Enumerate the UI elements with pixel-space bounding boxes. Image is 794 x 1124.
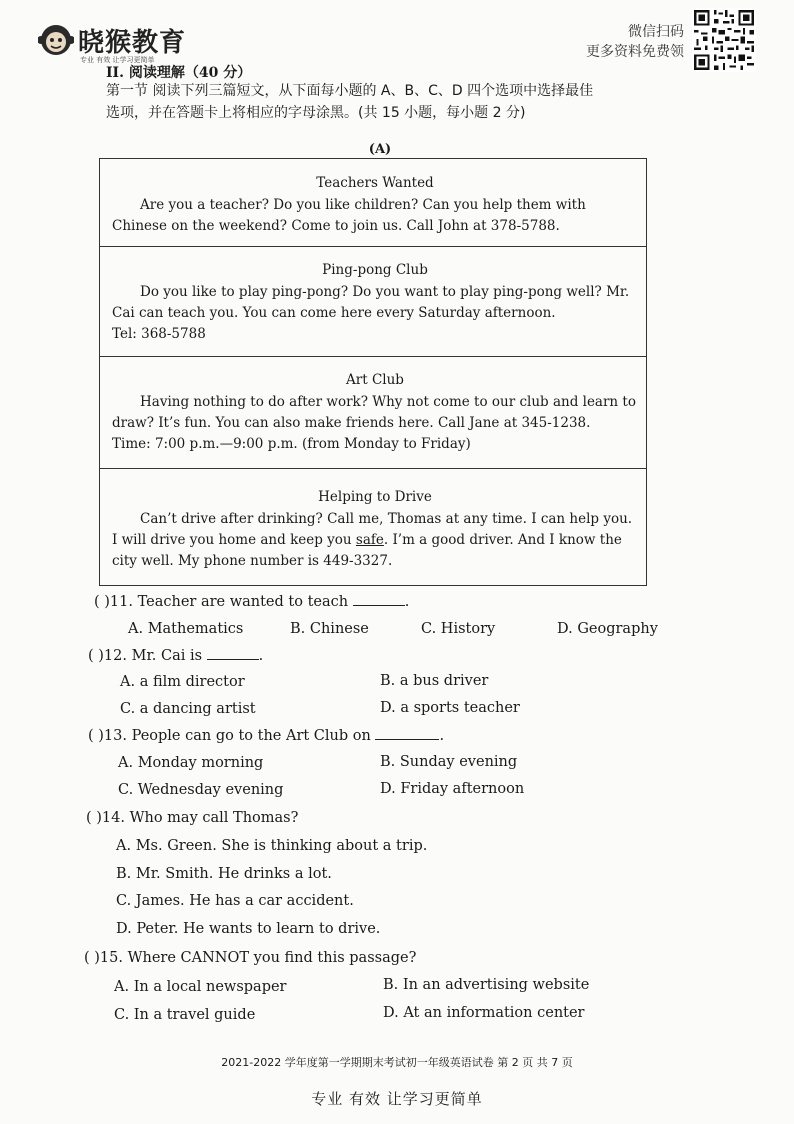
underlined-word: safe [355,532,384,548]
q13-option-c: C. Wednesday evening [118,782,284,798]
brand-tagline: 专业 有效 让学习更简单 [80,56,155,64]
q13-option-b: B. Sunday evening [380,754,518,770]
ad-text: city well. My phone number is 449-3327. [112,553,393,569]
question-15: ( )15. Where CANNOT you find this passage? [84,950,417,966]
q12-option-d: D. a sports teacher [380,700,520,716]
ad-art-club [100,357,646,469]
ad-text: I will drive you home and keep you safe. I’m a good driver. And I know the [112,532,622,548]
q11-option-c: C. History [421,621,496,637]
instruction-line-1: 第一节 阅读下列三篇短文，从下面每小题的 A、B、C、D 四个选项中选择最佳 [106,83,594,99]
ad-helping-to-drive [100,469,646,585]
scan-line-2: 更多资料免费领 [586,44,684,60]
ad-text: Can’t drive after drinking? Call me, Thomas at any time. I can help you. [140,511,633,527]
ad-text: Do you like to play ping-pong? Do you want to play ping-pong well? Mr. [140,284,630,300]
q14-option-d: D. Peter. He wants to learn to drive. [116,921,381,937]
question-12: ( )12. Mr. Cai is . [88,648,264,664]
q11-option-d: D. Geography [557,621,658,637]
ad-teachers-wanted [100,159,646,247]
answer-blank [353,604,405,606]
answer-blank [207,658,259,660]
ad-text: Are you a teacher? Do you like children? Can you help them with [140,197,586,213]
q13-option-a: A. Monday morning [118,755,264,771]
q12-option-c: C. a dancing artist [120,701,256,717]
ad-title: Helping to Drive [318,489,432,505]
q11-option-a: A. Mathematics [128,621,244,637]
ad-title: Ping-pong Club [322,262,428,278]
ad-text: Having nothing to do after work? Why not come to our club and learn to [140,394,636,410]
q13-option-d: D. Friday afternoon [380,781,525,797]
ad-text: Cai can teach you. You can come here every Saturday afternoon. [112,305,556,321]
q15-option-a: A. In a local newspaper [114,979,287,995]
monkey-mascot-icon [38,22,74,60]
ad-text: draw? It’s fun. You can also make friends here. Call Jane at 345-1238. [112,415,591,431]
q15-option-b: B. In an advertising website [383,977,590,993]
ad-title: Teachers Wanted [316,175,434,191]
brand-name: 晓猴教育 [78,28,187,58]
ads-table [99,158,647,586]
scan-prompt [572,22,684,62]
ad-text: Chinese on the weekend? Come to join us. Call John at 378-5788. [112,218,560,234]
question-13: ( )13. People can go to the Art Club on . [88,728,445,744]
scan-line-1: 微信扫码 [628,24,684,40]
brand-logo [38,22,198,64]
question-11: ( )11. Teacher are wanted to teach . [94,594,410,610]
ad-ping-pong-club [100,247,646,357]
instruction-line-2: 选项，并在答题卡上将相应的字母涂黑。(共 15 小题，每小题 2 分) [106,105,526,121]
q15-option-c: C. In a travel guide [114,1007,256,1023]
answer-blank [375,738,439,740]
passage-label: (A) [368,142,392,157]
q15-option-d: D. At an information center [383,1005,585,1021]
q14-option-a: A. Ms. Green. She is thinking about a trip. [116,838,428,854]
ad-text: Tel: 368-5788 [112,326,206,342]
question-14: ( )14. Who may call Thomas? [86,810,299,826]
q12-option-a: A. a film director [120,674,245,690]
q12-option-b: B. a bus driver [380,673,489,689]
section-instruction [106,80,666,124]
section-title: II. 阅读理解（40 分） [106,65,252,81]
q14-option-b: B. Mr. Smith. He drinks a lot. [116,866,332,882]
ad-text: Time: 7:00 p.m.—9:00 p.m. (from Monday to Friday) [112,436,471,452]
qr-code-icon [692,8,756,72]
ad-title: Art Club [346,372,404,388]
q11-option-b: B. Chinese [290,621,369,637]
exam-footer: 2021-2022 学年度第一学期期末考试初一年级英语试卷 第 2 页 共 7 页 [221,1056,573,1069]
q14-option-c: C. James. He has a car accident. [116,893,354,909]
footer-slogan: 专业 有效 让学习更简单 [311,1090,483,1108]
